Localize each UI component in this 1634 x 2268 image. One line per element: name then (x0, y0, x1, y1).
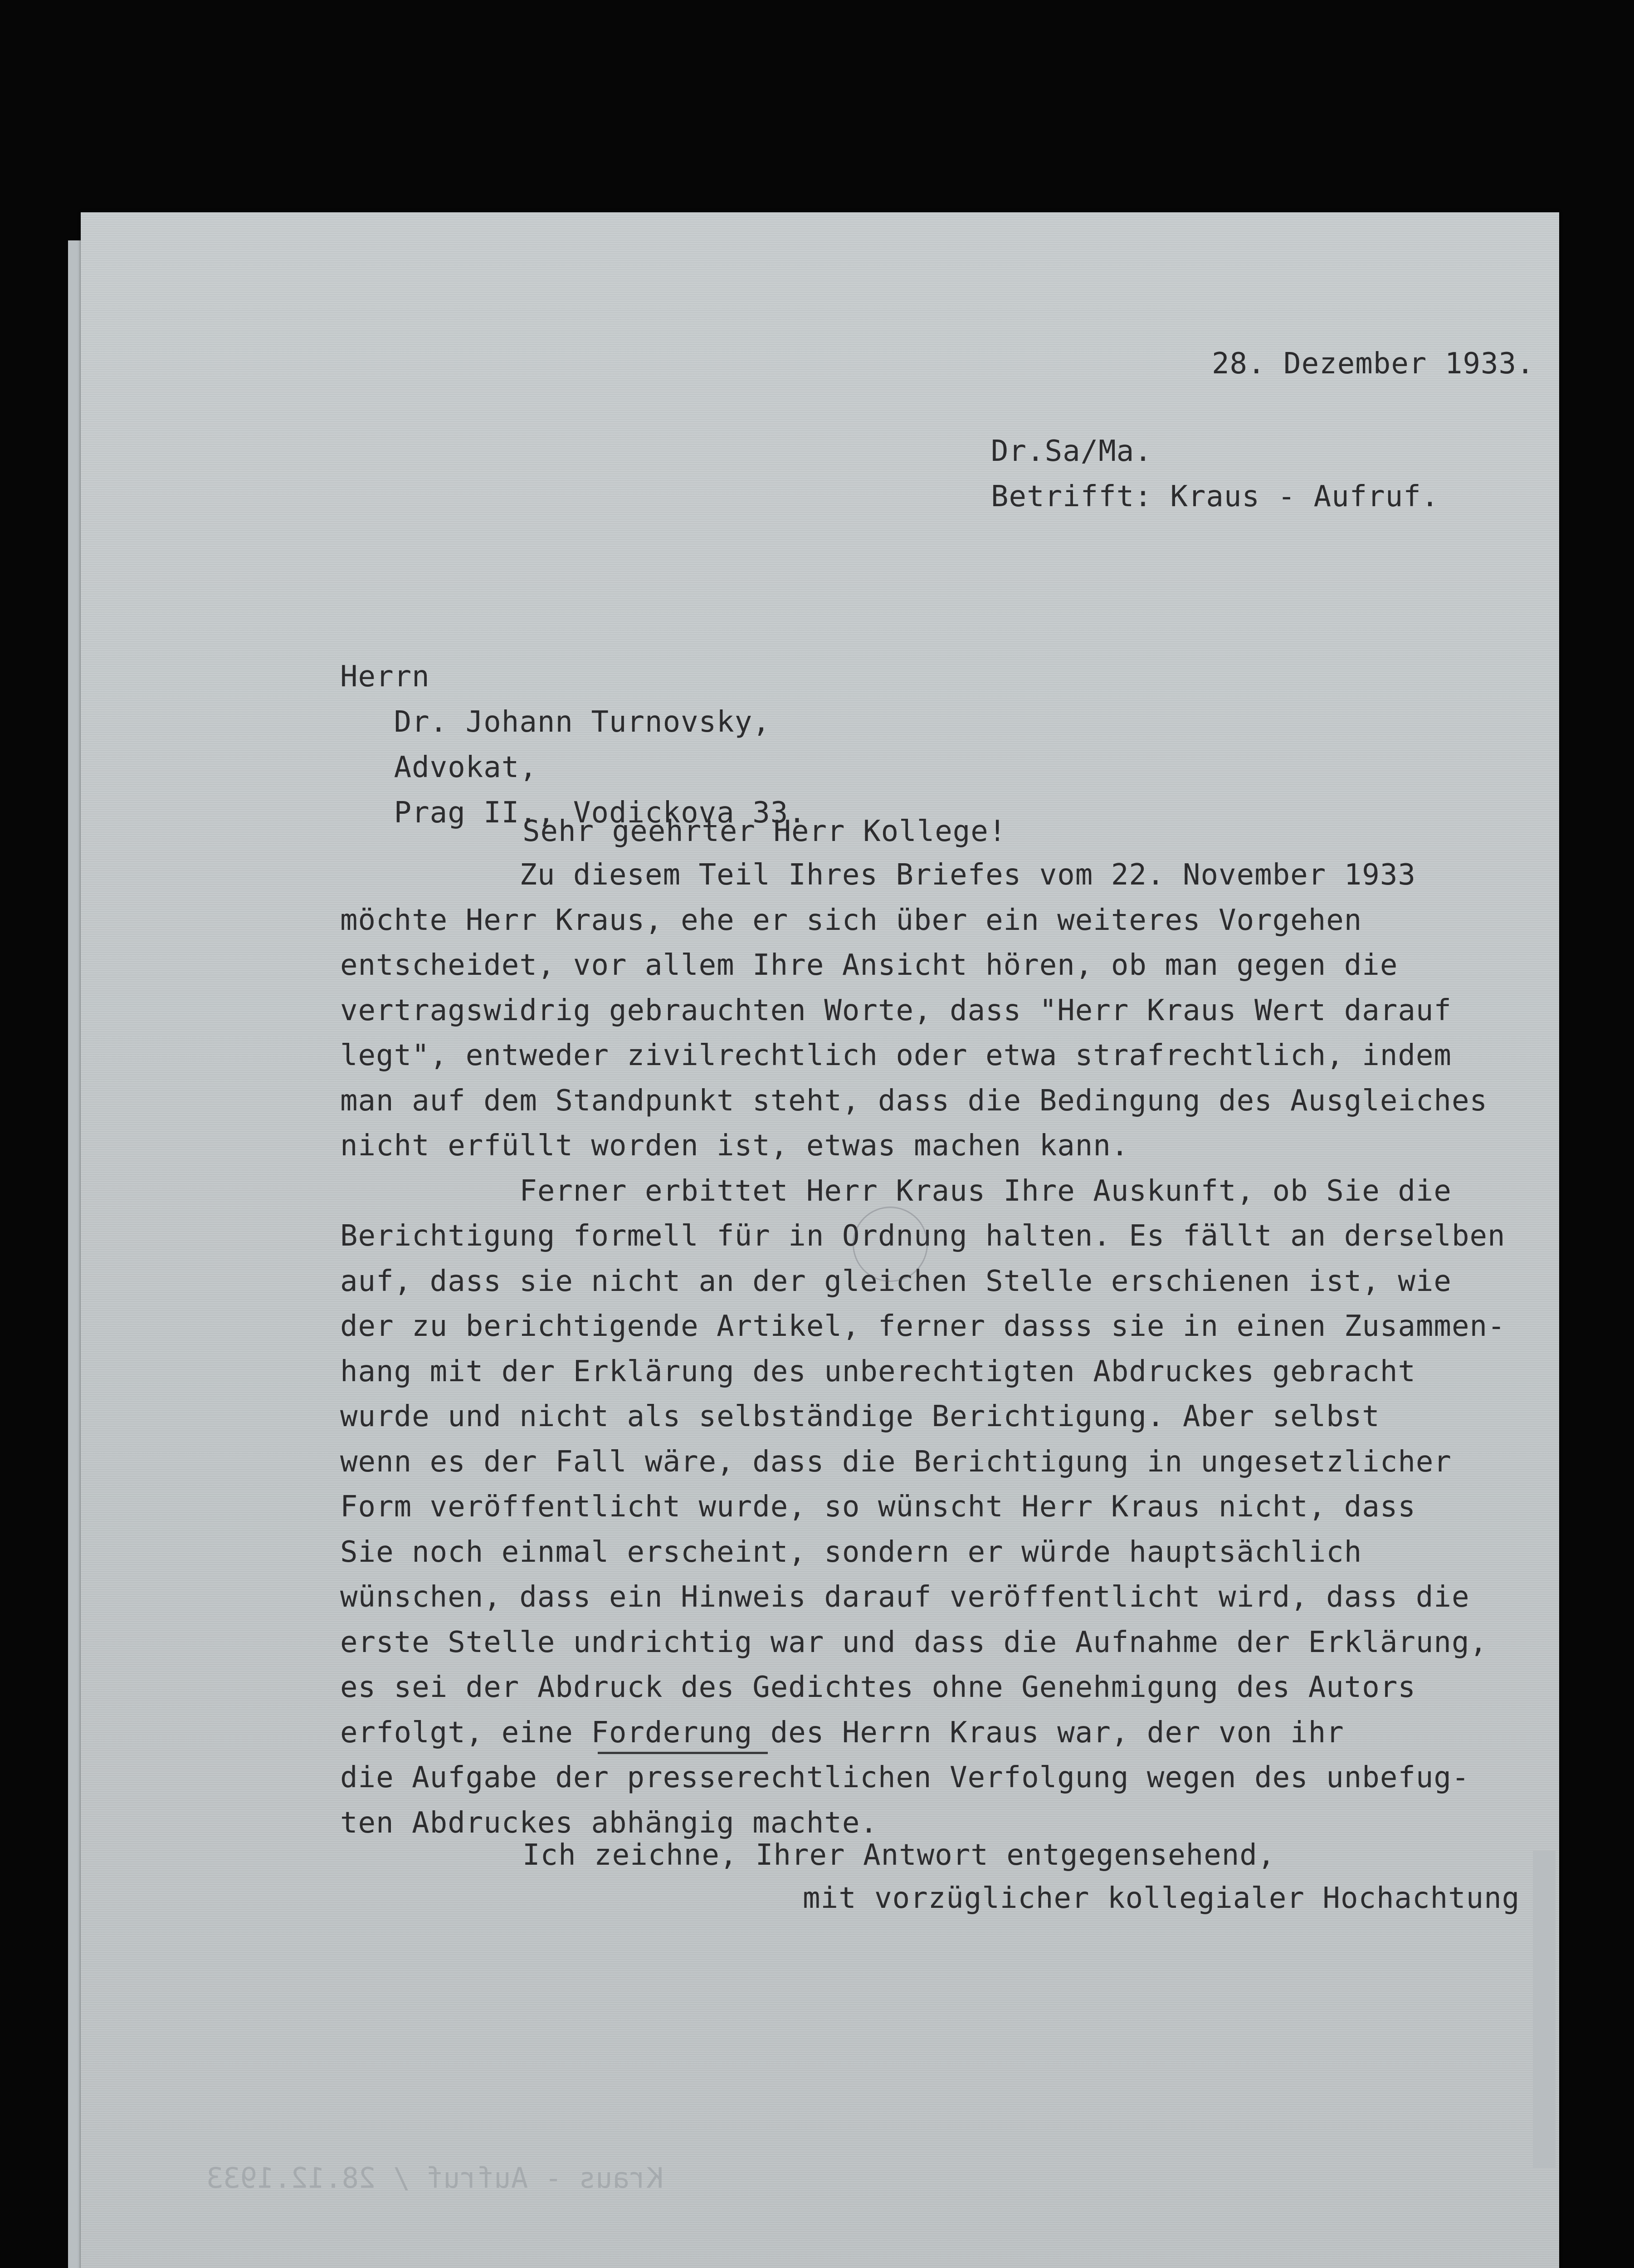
body-line: ten Abdruckes abhängig machte. (340, 1806, 878, 1840)
reference-subject: Betrifft: Kraus - Aufruf. (991, 480, 1439, 513)
paper-edge (1533, 1851, 1556, 2168)
body-line: möchte Herr Kraus, ehe er sich über ein weiteres Vorgehen (340, 903, 1362, 937)
body-line: die Aufgabe der presserechtlichen Verfolgung wegen des unbefug- (340, 1761, 1470, 1794)
body-line: Zu diesem Teil Ihres Briefes vom 22. November 1933 (340, 858, 1416, 892)
reference-block (991, 429, 1439, 519)
recipient-address (340, 654, 806, 836)
body-line: wünschen, dass ein Hinweis darauf veröffentlicht wird, dass die (340, 1580, 1470, 1614)
address-line: Prag II., Vodickova 33. (340, 796, 806, 830)
body-line: Sie noch einmal erscheint, sondern er würde hauptsächlich (340, 1535, 1362, 1569)
body-line: der zu berichtigende Artikel, ferner dasss sie in einen Zusammen- (340, 1310, 1506, 1343)
body-line: wurde und nicht als selbständige Berichtigung. Aber selbst (340, 1400, 1380, 1433)
body-line: erfolgt, eine Forderung des Herrn Kraus war, der von ihr (340, 1716, 1344, 1750)
closing-line: Ich zeichne, Ihrer Antwort entgegensehend, (522, 1838, 1276, 1872)
body-line: man auf dem Standpunkt steht, dass die Bedingung des Ausgleiches (340, 1084, 1488, 1118)
body-line: Form veröffentlicht wurde, so wünscht Herr Kraus nicht, dass (340, 1490, 1416, 1524)
body-line: Ferner erbittet Herr Kraus Ihre Auskunft, ob Sie die (340, 1174, 1452, 1208)
salutation: Sehr geehrter Herr Kollege! (522, 815, 1007, 848)
body-line: nicht erfüllt worden ist, etwas machen kann. (340, 1129, 1129, 1163)
body-line: erste Stelle undrichtig war und dass die Aufnahme der Erklärung, (340, 1625, 1488, 1659)
archive-label-mirrored: Kraus - Aufruf / 28.12.1933 (206, 2161, 663, 2195)
body-line: Berichtigung formell für in Ordnung halten. Es fällt an derselben (340, 1219, 1506, 1253)
body-line: legt", entweder zivilrechtlich oder etwa strafrechtlich, indem (340, 1039, 1452, 1072)
faint-stamp-mark (853, 1207, 928, 1282)
complimentary-close: mit vorzüglicher kollegialer Hochachtung (803, 1882, 1520, 1915)
forderung-underline (598, 1752, 768, 1754)
letter-date: 28. Dezember 1933. (1212, 347, 1535, 381)
body-line: vertragswidrig gebrauchten Worte, dass "Herr Kraus Wert darauf (340, 993, 1452, 1027)
address-line: Herrn (340, 660, 430, 694)
body-line: auf, dass sie nicht an der gleichen Stelle erschienen ist, wie (340, 1264, 1452, 1298)
body-line: entscheidet, vor allem Ihre Ansicht hören, ob man gegen die (340, 948, 1398, 982)
letter-body (340, 853, 1506, 1846)
reference-code: Dr.Sa/Ma. (991, 435, 1152, 468)
body-line: hang mit der Erklärung des unberechtigten Abdruckes gebracht (340, 1354, 1416, 1388)
address-line: Dr. Johann Turnovsky, (340, 705, 771, 739)
address-line: Advokat, (340, 751, 537, 784)
body-line: wenn es der Fall wäre, dass die Berichtigung in ungesetzlicher (340, 1445, 1452, 1479)
body-line: es sei der Abdruck des Gedichtes ohne Genehmigung des Autors (340, 1671, 1416, 1704)
